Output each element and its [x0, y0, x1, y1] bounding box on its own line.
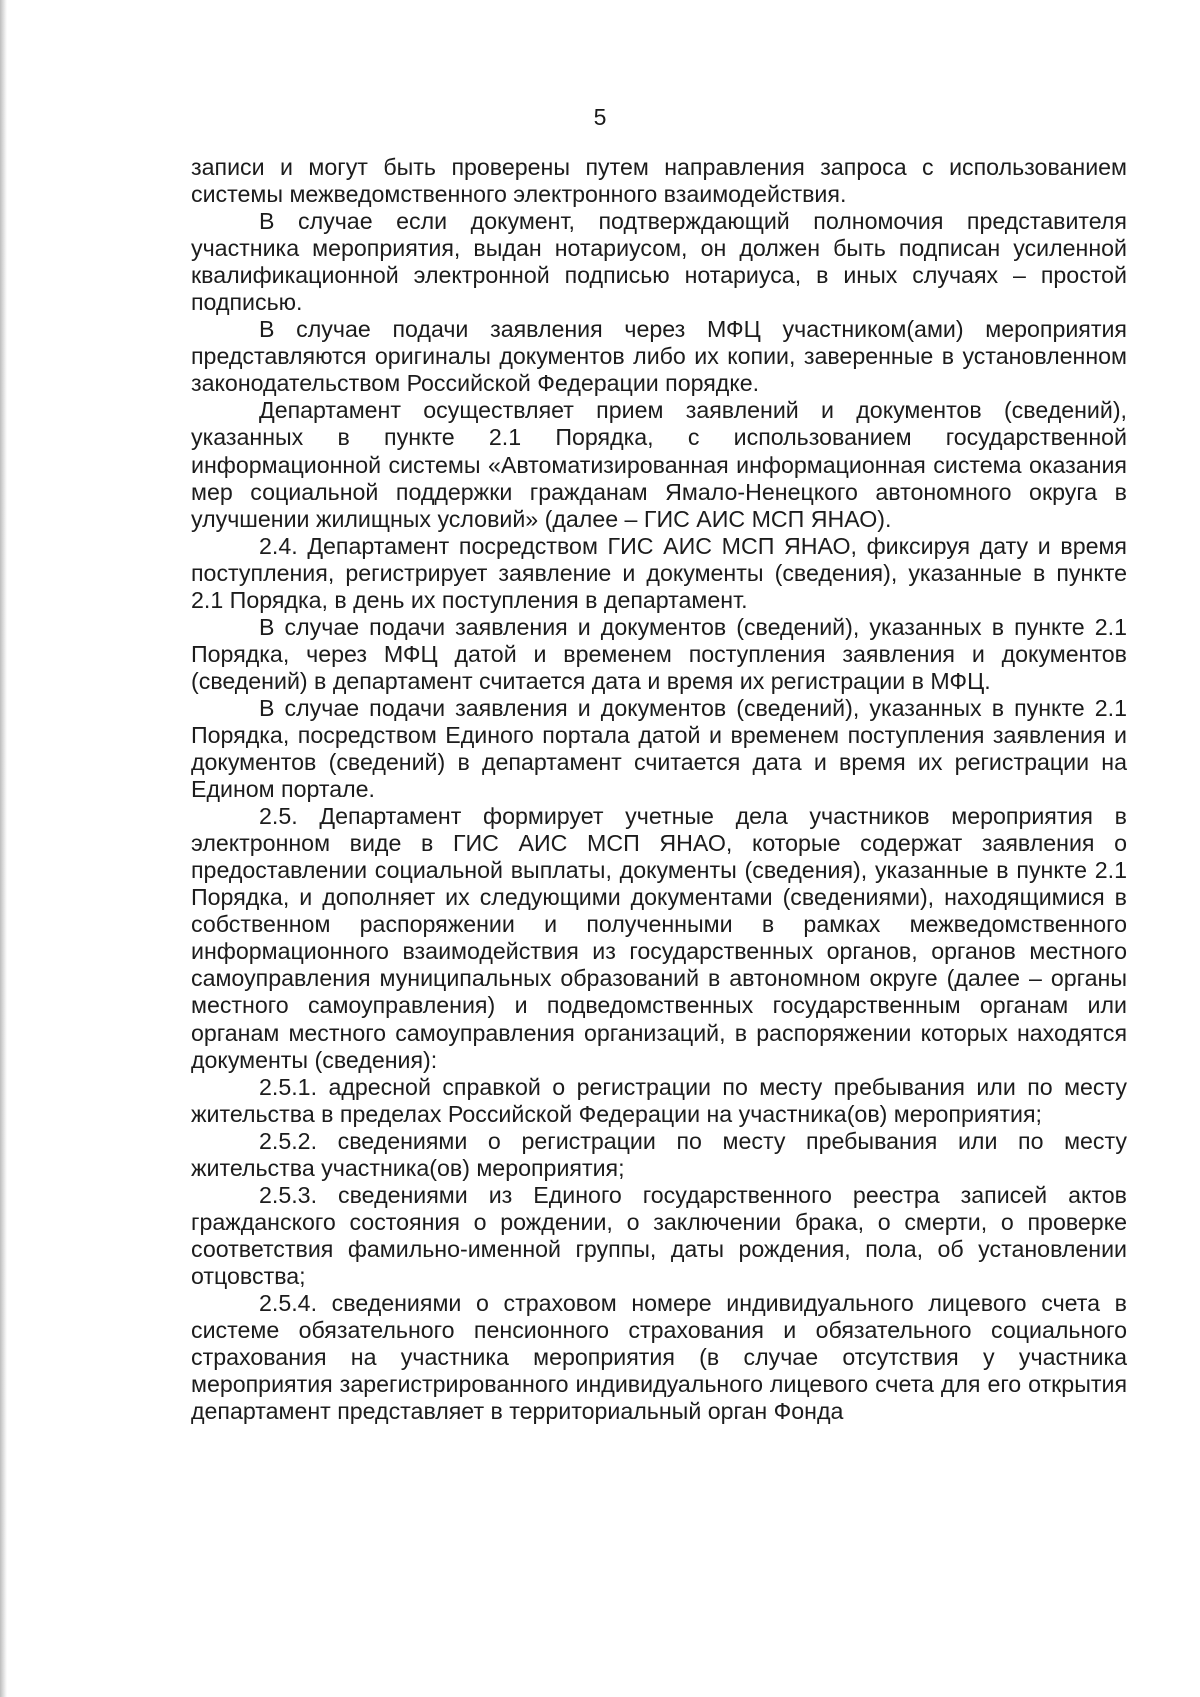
- paragraph-mfc-registration: В случае подачи заявления и документов (сведений), указанных в пункте 2.1 Порядка, через МФЦ датой и временем поступления заявления и документов (сведений) в департамент считается дата и время их регистрации в МФЦ.: [191, 613, 1127, 694]
- paragraph-continuation: записи и могут быть проверены путем направления запроса с использованием системы межведомственного электронного взаимодействия.: [191, 154, 1127, 208]
- paragraph-2-5: 2.5. Департамент формирует учетные дела участников мероприятия в электронном виде в ГИС АИС МСП ЯНАО, которые содержат заявления о предоставлении социальной выплаты, документы (сведения), указанные в пункте 2.1 Порядка, и дополняет их следующими документами (сведениями), находящимися в собственном распоряжении и полученными в рамках межведомственного информационного взаимодействия из государственных органов, органов местного самоуправления муниципальных образований в автономном округе (далее – органы местного самоуправления) и подведомственных государственным органам или органам местного самоуправления организаций, в распоряжении которых находятся документы (сведения):: [191, 803, 1127, 1073]
- paragraph-notary-signature: В случае если документ, подтверждающий полномочия представителя участника мероприятия, выдан нотариусом, он должен быть подписан усиленной квалификационной электронной подписью нотариуса, в иных случаях – простой подписью.: [191, 208, 1127, 316]
- page-number: 5: [593, 104, 607, 130]
- paragraph-2-5-3: 2.5.3. сведениями из Единого государственного реестра записей актов гражданского состояния о рождении, о заключении брака, о смерти, о проверке соответствия фамильно-именной группы, даты рождения, пола, об установлении отцовства;: [191, 1181, 1127, 1289]
- paragraph-portal-registration: В случае подачи заявления и документов (сведений), указанных в пункте 2.1 Порядка, посредством Единого портала датой и временем поступления заявления и документов (сведений) в департамент считается дата и время их регистрации на Едином портале.: [191, 694, 1127, 803]
- paragraph-2-4: 2.4. Департамент посредством ГИС АИС МСП ЯНАО, фиксируя дату и время поступления, регистрирует заявление и документы (сведения), указанные в пункте 2.1 Порядка, в день их поступления в департамент.: [191, 532, 1127, 613]
- paragraph-department-intake: Департамент осуществляет прием заявлений и документов (сведений), указанных в пункте 2.1 Порядка, с использованием государственной информационной системы «Автоматизированная информационная система оказания мер социальной поддержки гражданам Ямало-Ненецкого автономного округа в улучшении жилищных условий» (далее – ГИС АИС МСП ЯНАО).: [191, 397, 1127, 532]
- document-body: [191, 154, 1127, 1425]
- paragraph-mfc-originals: В случае подачи заявления через МФЦ участником(ами) мероприятия представляются оригиналы документов либо их копии, заверенные в установленном законодательством Российской Федерации порядке.: [191, 316, 1127, 397]
- paragraph-2-5-1: 2.5.1. адресной справкой о регистрации по месту пребывания или по месту жительства в пределах Российской Федерации на участника(ов) мероприятия;: [191, 1073, 1127, 1127]
- paragraph-2-5-2: 2.5.2. сведениями о регистрации по месту пребывания или по месту жительства участника(ов) мероприятия;: [191, 1127, 1127, 1181]
- paragraph-2-5-4: 2.5.4. сведениями о страховом номере индивидуального лицевого счета в системе обязательного пенсионного страхования и обязательного социального страхования на участника мероприятия (в случае отсутствия у участника мероприятия зарегистрированного индивидуального лицевого счета для его открытия департамент представляет в территориальный орган Фонда: [191, 1289, 1127, 1425]
